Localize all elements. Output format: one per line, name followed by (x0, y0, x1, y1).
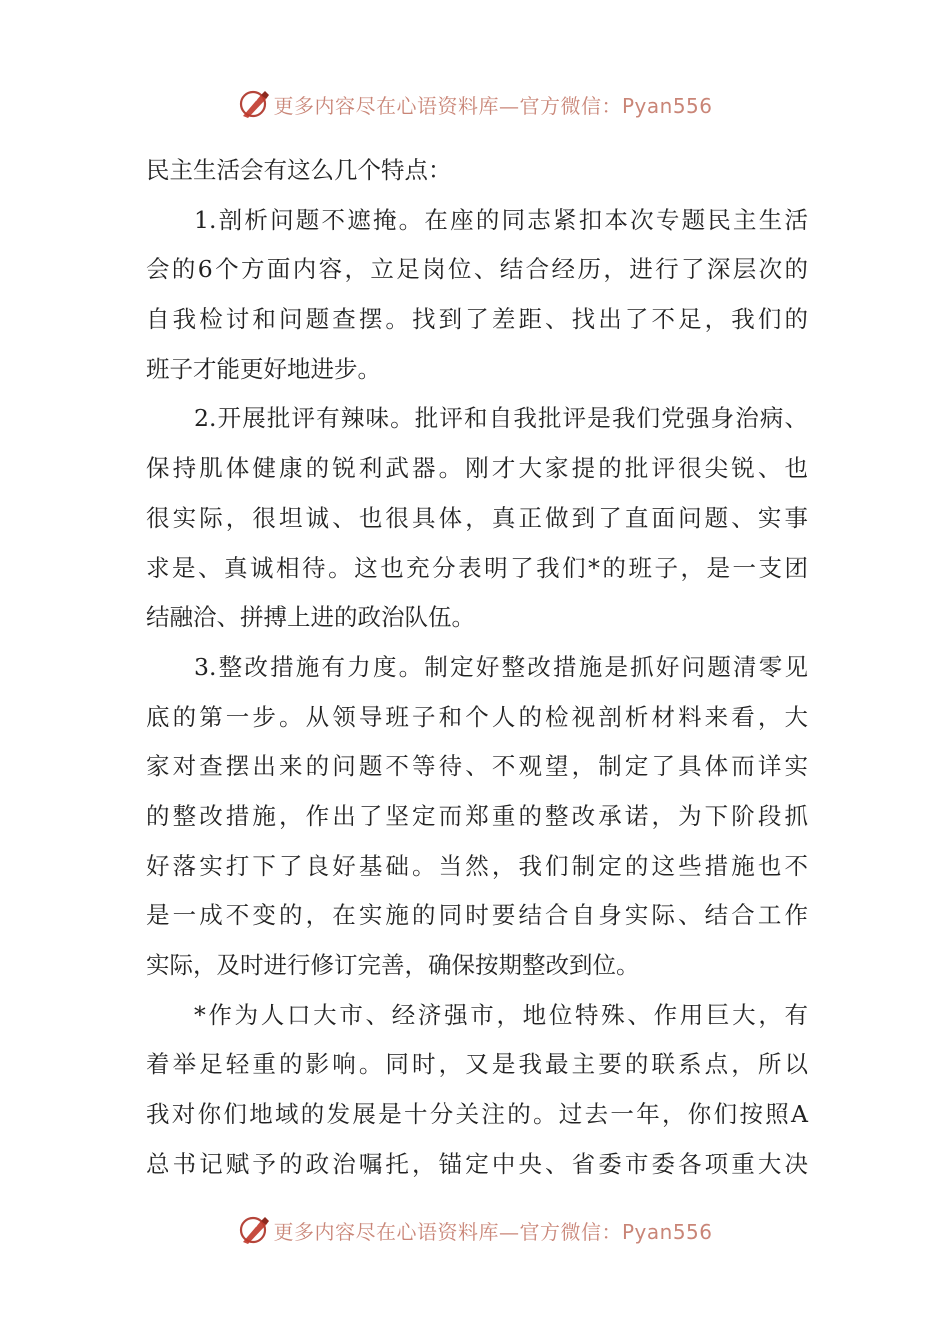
text-line: 底的第一步。从领导班子和个人的检视剖析材料来看，大 (146, 702, 808, 731)
text-line: 很实际，很坦诚、也很具体，真正做到了直面问题、实事 (146, 503, 808, 532)
pen-logo-icon (237, 1213, 271, 1247)
document-body (146, 146, 808, 1189)
text-line: 1.剖析问题不遮掩。在座的同志紧扣本次专题民主生活 (194, 205, 808, 234)
watermark-header (0, 84, 950, 124)
text-line: 会的6个方面内容，立足岗位、结合经历，进行了深层次的 (146, 255, 808, 284)
watermark-text: 更多内容尽在心语资料库—官方微信：Pyan556 (273, 1219, 713, 1244)
text-line: 2.开展批评有辣味。批评和自我批评是我们党强身治病、 (194, 404, 808, 433)
text-line: 我对你们地域的发展是十分关注的。过去一年，你们按照A (146, 1100, 808, 1129)
watermark-footer (0, 1210, 950, 1250)
text-line: 好落实打下了良好基础。当然，我们制定的这些措施也不 (146, 851, 808, 880)
text-line: 班子才能更好地进步。 (146, 354, 381, 383)
text-line: 实际，及时进行修订完善，确保按期整改到位。 (146, 951, 640, 979)
text-line: 结融洽、拼搏上进的政治队伍。 (146, 603, 475, 632)
pen-logo-icon (237, 87, 271, 121)
watermark-text: 更多内容尽在心语资料库—官方微信：Pyan556 (273, 93, 713, 118)
text-line: 民主生活会有这么几个特点： (146, 156, 452, 184)
text-line: 是一成不变的，在实施的同时要结合自身实际、结合工作 (146, 901, 808, 930)
text-line: 求是、真诚相待。这也充分表明了我们*的班子，是一支团 (146, 553, 808, 582)
text-line: 着举足轻重的影响。同时，又是我最主要的联系点，所以 (146, 1050, 808, 1079)
text-line: 总书记赋予的政治嘱托，锚定中央、省委市委各项重大决 (146, 1149, 808, 1178)
text-line: 自我检讨和问题查摆。找到了差距、找出了不足，我们的 (146, 305, 808, 334)
text-line: *作为人口大市、经济强市，地位特殊、作用巨大，有 (194, 1000, 808, 1029)
text-line: 3.整改措施有力度。制定好整改措施是抓好问题清零见 (194, 652, 808, 681)
text-line: 的整改措施，作出了坚定而郑重的整改承诺，为下阶段抓 (146, 801, 808, 830)
text-line: 保持肌体健康的锐利武器。刚才大家提的批评很尖锐、也 (146, 454, 808, 483)
text-line: 家对查摆出来的问题不等待、不观望，制定了具体而详实 (146, 752, 808, 781)
